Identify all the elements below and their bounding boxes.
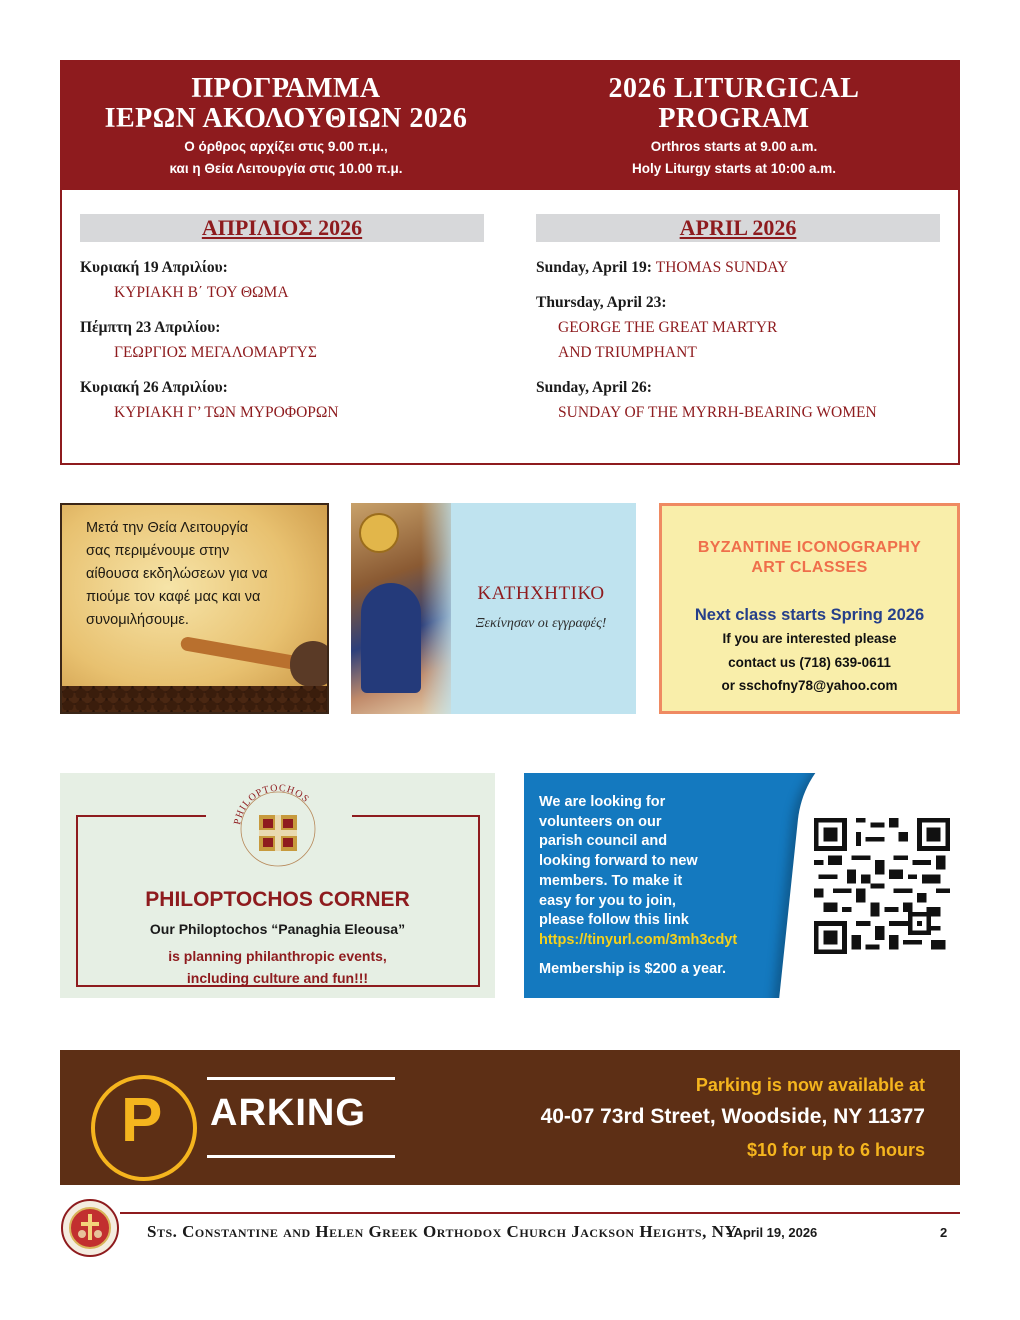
english-entry-date-line [536,256,940,280]
logo-arc-text: PHILOPTOCHOS [232,782,312,826]
english-entry-feast: SUNDAY OF THE MYRRH-BEARING WOMEN [558,404,877,421]
parish-council-ad [524,773,960,998]
english-entry-feast: AND TRIUMPHANT [558,344,697,361]
footer-rule [120,1212,960,1214]
coffee-pot-image [290,641,329,687]
parking-available-text: Parking is now available at [695,1075,925,1095]
catechism-subtitle: Ξεκίνησαν οι εγγραφές! [475,616,607,631]
council-line: please follow this link [539,912,689,929]
iconography-email[interactable]: or sschofny78@yahoo.com [721,678,898,693]
catechism-title: ΚΑΤΗΧΗΤΙΚΟ [477,583,605,604]
membership-fee: Membership is $200 a year. [539,961,726,977]
council-line: We are looking for [539,794,666,810]
greek-entry-date: Κυριακή 26 Απριλίου: [80,379,228,396]
greek-entry [80,316,484,365]
greek-title-line2: ΙΕΡΩΝ ΑΚΟΛΟΥΘΙΩΝ 2026 [104,103,468,134]
parking-banner [60,1050,960,1185]
liturgical-program [60,60,960,465]
english-schedule [510,214,940,436]
english-month-heading: APRIL 2026 [679,215,797,240]
greek-schedule [80,214,510,436]
greek-entry-feast: ΚΥΡΙΑΚΗ Γ’ ΤΩΝ ΜΥΡΟΦΟΡΩΝ [114,404,339,421]
program-header-english [510,62,958,190]
english-month-bar [536,214,940,242]
footer-date: - April 19, 2026 [726,1225,818,1240]
english-entry [536,256,940,280]
iconography-phone: contact us (718) 639-0611 [728,654,891,670]
coffee-line: πιούμε τον καφέ μας και να [86,589,261,605]
english-entry [536,291,940,365]
greek-entry-date: Πέμπτη 23 Απριλίου: [80,319,221,336]
english-subtitle-line2: Holy Liturgy starts at 10:00 a.m. [631,161,837,176]
iconography-classes-ad [659,503,960,714]
council-line: easy for you to join, [539,892,676,909]
iconography-title-line1: BYZANTINE ICONOGRAPHY [697,539,922,556]
english-entry-feast: GEORGE THE GREAT MARTYR [558,319,778,336]
council-text [539,793,784,951]
parking-address: 40-07 73rd Street, Woodside, NY 11377 [540,1105,925,1128]
coffee-line: συνομιλήσουμε. [86,612,189,628]
iconography-next-class: Next class starts Spring 2026 [694,606,925,624]
greek-entry-feast: ΚΥΡΙΑΚΗ Β΄ ΤΟΥ ΘΩΜΑ [114,284,289,301]
philoptochos-line2 [60,945,495,989]
church-seal-logo-icon [60,1198,120,1258]
philoptochos-line3-text: including culture and fun!!! [186,970,369,986]
english-entry-feast: THOMAS SUNDAY [655,259,789,276]
philoptochos-line1: Our Philoptochos “Panaghia Eleousa” [149,921,406,937]
council-line: volunteers on our [539,813,662,830]
greek-subtitle-line2: και η Θεία Λειτουργία στις 10.00 π.μ. [169,161,403,176]
coffee-hour-ad [60,503,329,714]
coffee-beans-image [62,686,327,712]
greek-title-line1: ΠΡΟΓΡΑΜΜΑ [191,73,381,104]
robe-figure-icon [361,583,421,693]
coffee-line: αίθουσα εκδηλώσεων για να [86,566,268,582]
greek-month-heading: ΑΠΡΙΛΙΟΣ 2026 [201,215,363,240]
english-title-line1: 2026 LITURGICAL [608,73,860,104]
parking-price: $10 for up to 6 hours [746,1140,925,1160]
english-entry-date: Thursday, April 23: [536,294,667,311]
iconography-contact-line: If you are interested please [722,631,897,646]
parking-top-rule [207,1077,395,1080]
greek-entry-feast: ΓΕΩΡΓΙΟΣ ΜΕΓΑΛΟΜΑΡΤΥΣ [114,344,317,361]
iconography-title-line2: ART CLASSES [751,559,868,576]
parking-bottom-rule [207,1155,395,1158]
philoptochos-line2-text: is planning philanthropic events, [168,948,387,964]
council-line: parish council and [539,833,668,850]
coffee-line: Μετά την Θεία Λειτουργία [86,520,249,536]
parking-word: ARKING [210,1092,366,1134]
page-number: 2 [940,1225,948,1240]
philoptochos-ad [60,773,495,998]
english-title-line2: PROGRAM [658,103,810,134]
council-line: looking forward to new [539,853,698,870]
greek-subtitle-line1: Ο όρθρος αρχίζει στις 9.00 π.μ., [184,139,388,154]
program-body [62,190,958,436]
english-subtitle-line1: Orthros starts at 9.00 a.m. [650,139,818,154]
catechism-ad [351,503,636,714]
english-entry-date: Sunday, April 19: [536,259,652,276]
philoptochos-logo-icon [226,781,330,867]
program-header-greek [62,62,510,190]
halo-icon [359,513,399,553]
philoptochos-title: PHILOPTOCHOS CORNER [145,888,410,911]
greek-entry-date: Κυριακή 19 Απριλίου: [80,259,228,276]
council-signup-link[interactable]: https://tinyurl.com/3mh3cdyt [539,931,738,948]
qr-code-icon[interactable] [814,818,950,954]
greek-entry [80,376,484,425]
footer-church-name: Sts. Constantine and Helen Greek Orthodox Church Jackson Heights, NY [147,1222,738,1241]
english-entry [536,376,940,425]
program-header [62,62,958,190]
greek-month-bar [80,214,484,242]
english-entry-date: Sunday, April 26: [536,379,652,396]
parking-p-letter: P [121,1086,163,1155]
image-fade [421,503,461,714]
coffee-pot-handle-image [180,636,299,670]
coffee-hour-text [86,517,326,632]
greek-entry [80,256,484,305]
coffee-line: σας περιμένουμε στην [86,543,230,559]
council-line: members. To make it [539,872,683,889]
